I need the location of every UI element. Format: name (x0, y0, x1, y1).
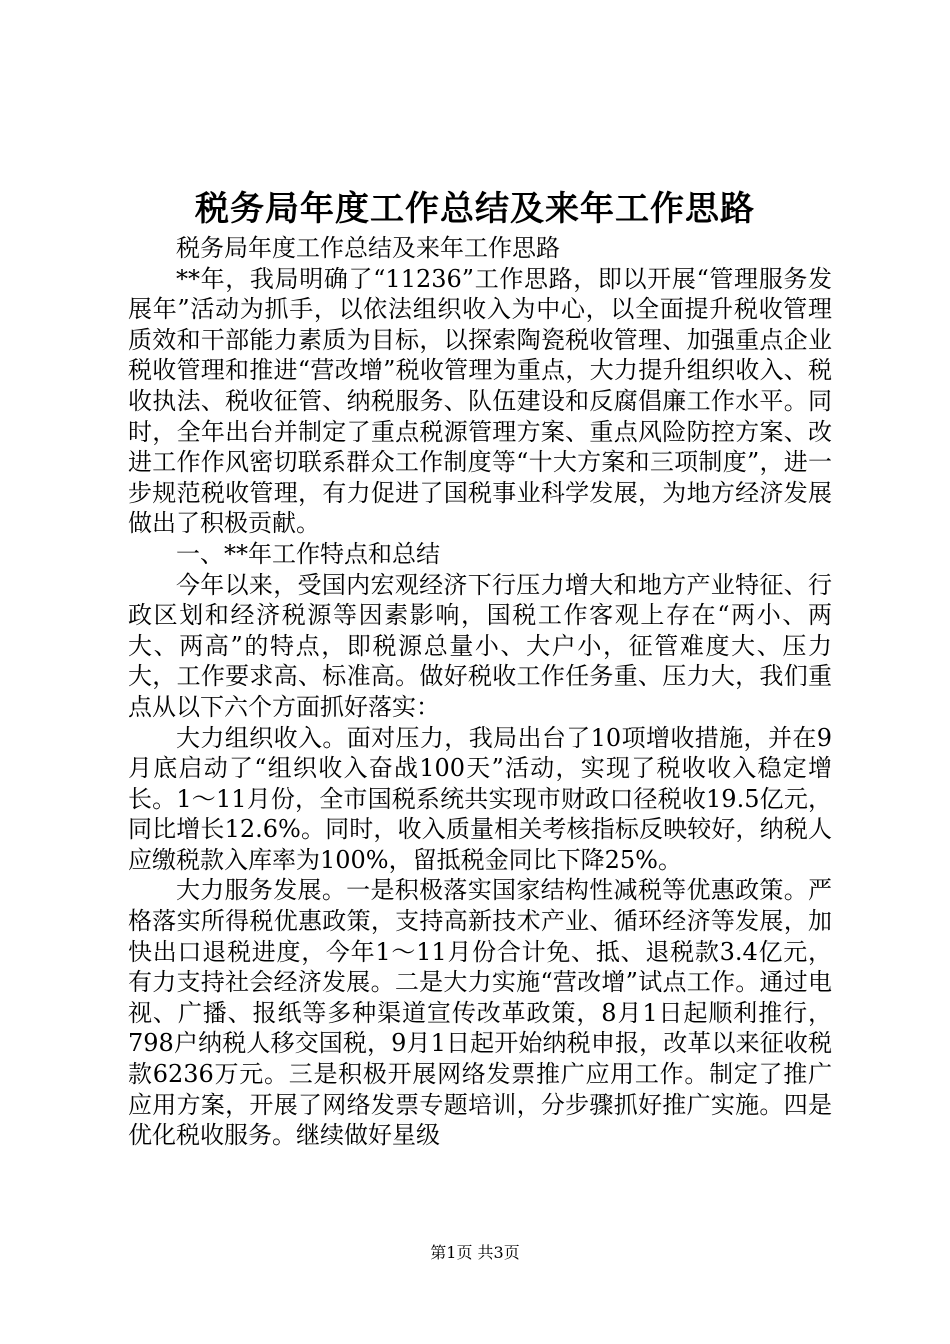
page-number-footer: 第1页 共3页 (430, 1243, 520, 1262)
body-paragraph: 今年以来，受国内宏观经济下行压力增大和地方产业特征、行政区划和经济税源等因素影响，国税工作客观上存在“两小、两大、两高”的特点，即税源总量小、大户小，征管难度大、压力大，工作要求高、标准高。做好税收工作任务重、压力大，我们重点从以下六个方面抓好落实： (128, 570, 832, 721)
document-body (128, 233, 832, 1151)
body-paragraph: 大力服务发展。一是积极落实国家结构性减税等优惠政策。严格落实所得税优惠政策，支持高新技术产业、循环经济等发展，加快出口退税进度，今年1～11月份合计免、抵、退税款3.4亿元，有力支持社会经济发展。二是大力实施“营改增”试点工作。通过电视、广播、报纸等多种渠道宣传改革政策，8月1日起顺利推行，798户纳税人移交国税，9月1日起开始纳税申报，改革以来征收税款6236万元。三是积极开展网络发票推广应用工作。制定了推广应用方案，开展了网络发票专题培训，分步骤抓好推广实施。四是优化税收服务。继续做好星级 (128, 876, 832, 1150)
section-heading: 一、**年工作特点和总结 (176, 539, 440, 568)
subtitle-paragraph: 税务局年度工作总结及来年工作思路 (176, 234, 560, 262)
intro-paragraph: **年，我局明确了“11236”工作思路，即以开展“管理服务发展年”活动为抓手，以依法组织收入为中心，以全面提升税收管理质效和干部能力素质为目标，以探索陶瓷税收管理、加强重点企业税收管理和推进“营改增”税收管理为重点，大力提升组织收入、税收执法、税收征管、纳税服务、队伍建设和反腐倡廉工作水平。同时，全年出台并制定了重点税源管理方案、重点风险防控方案、改进工作作风密切联系群众工作制度等“十大方案和三项制度”，进一步规范税收管理，有力促进了国税事业科学发展，为地方经济发展做出了积极贡献。 (128, 264, 832, 538)
document-title: 税务局年度工作总结及来年工作思路 (195, 189, 755, 229)
body-paragraph: 大力组织收入。面对压力，我局出台了10项增收措施，并在9月底启动了“组织收入奋战100天”活动，实现了税收收入稳定增长。1～11月份，全市国税系统共实现市财政口径税收19.5亿元，同比增长12.6%。同时，收入质量相关考核指标反映较好，纳税人应缴税款入库率为100%，留抵税金同比下降25%。 (128, 723, 832, 874)
